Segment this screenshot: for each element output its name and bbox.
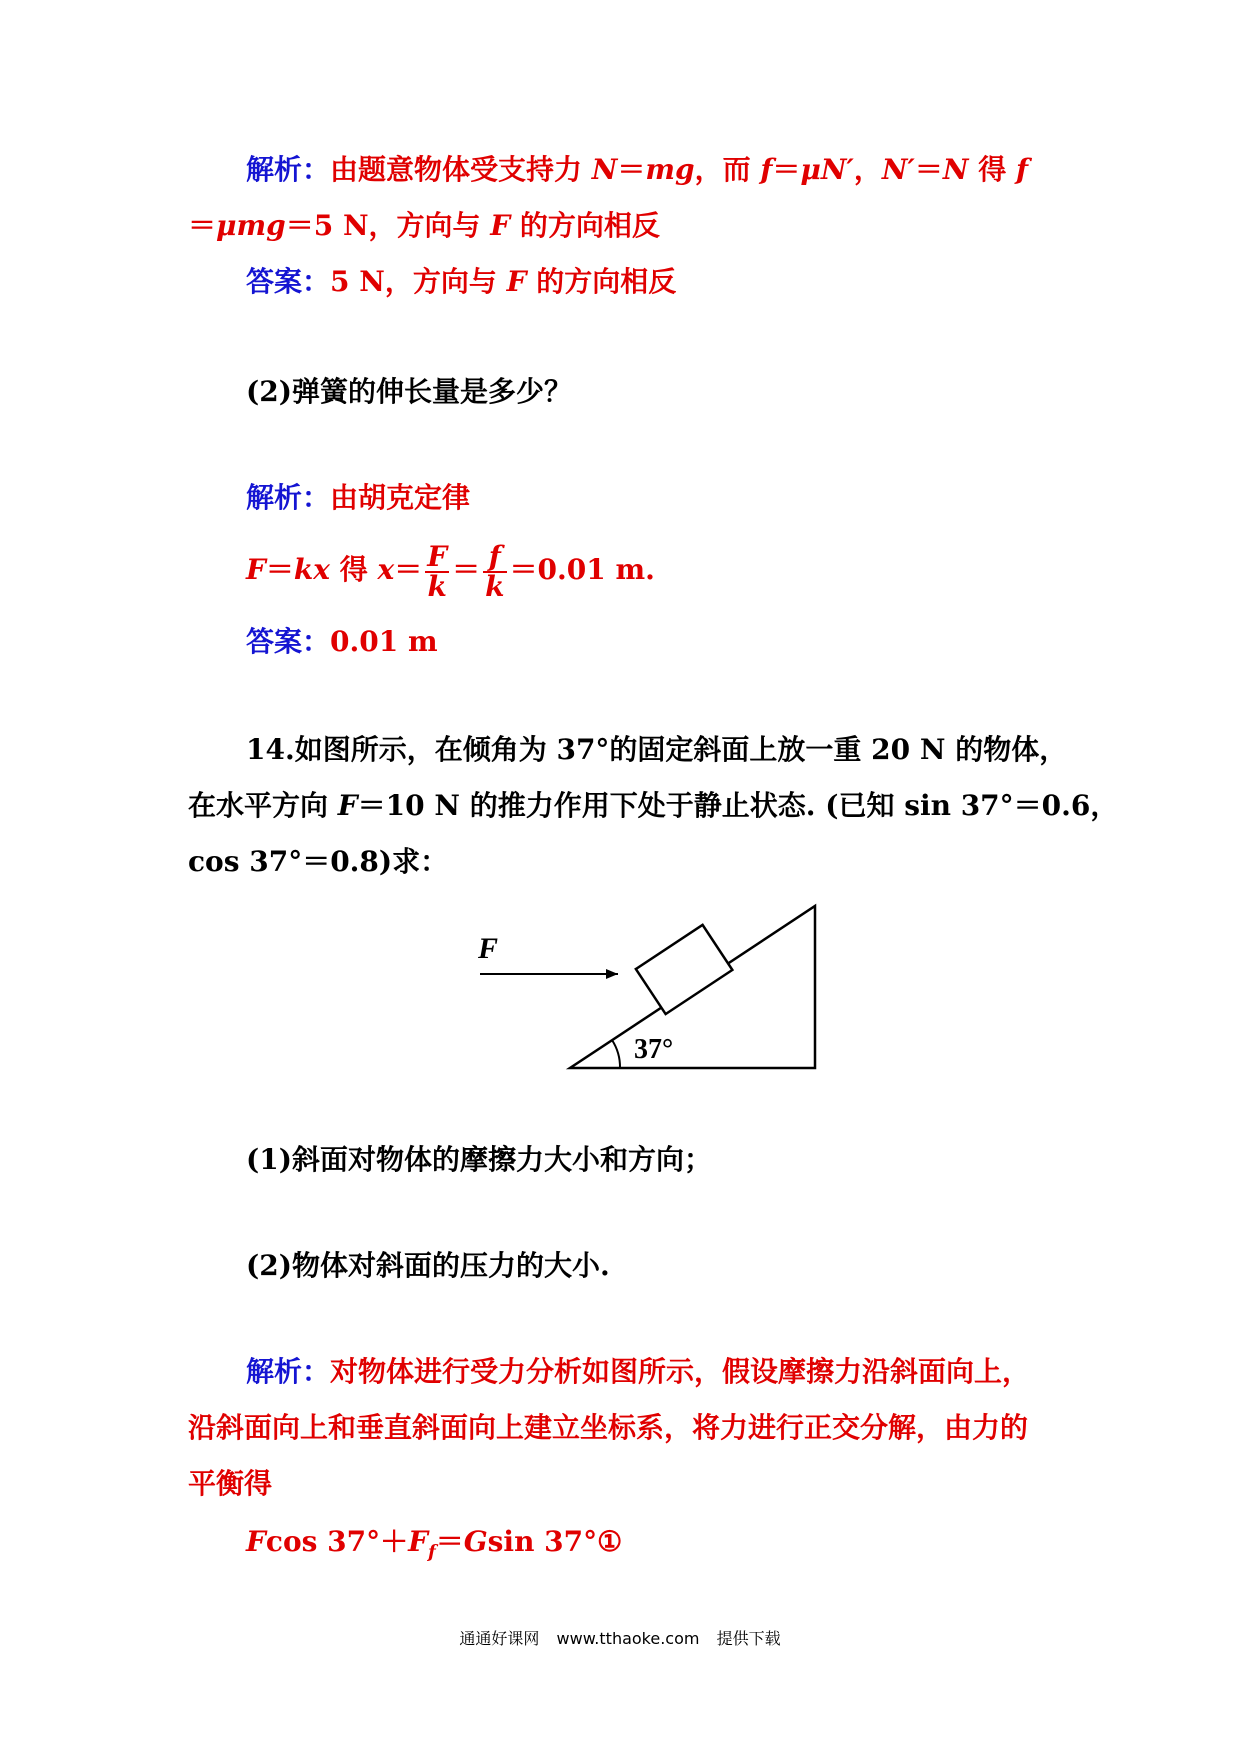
var: μmg: [216, 209, 286, 242]
fraction-f-over-k: [483, 539, 506, 603]
numerator: f: [483, 543, 506, 573]
var: F: [246, 1525, 266, 1558]
var: F: [246, 553, 266, 586]
footer-tail: 提供下载: [716, 1629, 781, 1648]
solution-3-line-2: 沿斜面向上和垂直斜面向上建立坐标系，将力进行正交分解，由力的: [188, 1411, 1029, 1444]
var: kx: [293, 553, 330, 586]
denominator: k: [427, 569, 447, 603]
solution-3-line-3: 平衡得: [188, 1467, 273, 1500]
incline-diagram: [470, 888, 830, 1078]
subscript: f: [427, 1541, 436, 1563]
var: f: [1016, 153, 1029, 186]
text: sin 37°①: [487, 1525, 623, 1558]
denominator: k: [485, 569, 505, 603]
block-rect: [636, 925, 733, 1014]
footer-site: 通通好课网: [459, 1629, 540, 1648]
text: 5 N，方向与: [330, 265, 507, 298]
force-label: F: [478, 932, 499, 965]
question-14-line-2: [188, 786, 1119, 826]
var: N′: [881, 153, 915, 186]
question-14-line-3: cos 37°＝0.8)求：: [188, 845, 449, 878]
question-14-line-1: 14.如图所示，在倾角为 37°的固定斜面上放一重 20 N 的物体，: [246, 733, 1068, 766]
solution-label: 解析：: [246, 153, 331, 186]
var: F: [490, 209, 511, 242]
text: cos 37°＋: [265, 1525, 409, 1558]
fraction-F-over-k: [425, 539, 449, 603]
text: 得: [330, 553, 378, 586]
text: ＝5 N，方向与: [285, 209, 491, 242]
force-arrow-head: [606, 969, 618, 979]
page-footer: [0, 1626, 1240, 1649]
angle-label: 37°: [634, 1034, 674, 1065]
text: ＝: [617, 153, 646, 186]
solution-label: 解析：: [246, 481, 331, 514]
text: ＝: [394, 553, 423, 586]
text: ＝: [188, 209, 217, 242]
sub-question-1: (1)斜面对物体的摩擦力大小和方向；: [246, 1143, 712, 1176]
text: ＝: [772, 153, 801, 186]
solution-2-formula: [246, 539, 1068, 603]
var: F: [506, 265, 527, 298]
text: 由胡克定律: [330, 481, 471, 514]
text: 得: [968, 153, 1016, 186]
question-2: (2)弹簧的伸长量是多少？: [246, 375, 572, 408]
text: ，: [853, 153, 882, 186]
text: 的方向相反: [526, 265, 677, 298]
text: 对物体进行受力分析如图所示，假设摩擦力沿斜面向上，: [330, 1355, 1031, 1388]
text: 在水平方向: [188, 789, 338, 822]
solution-label: 解析：: [246, 1355, 331, 1388]
var: F: [337, 789, 358, 822]
text: 的方向相反: [510, 209, 660, 242]
solution-3-line-1: [246, 1352, 1068, 1392]
answer-label: 答案：: [246, 625, 331, 658]
var: x: [377, 553, 395, 586]
text: 0.01 m: [330, 625, 438, 658]
text: ＝10 N 的推力作用下处于静止状态. (已知 sin 37°＝0.6，: [357, 789, 1119, 822]
text: ＝0.01 m.: [509, 553, 655, 586]
solution-1-line-1: [246, 150, 1068, 190]
answer-1: [246, 262, 1068, 302]
text: ＝: [435, 1525, 464, 1558]
footer-url[interactable]: www.tthaoke.com: [556, 1629, 700, 1648]
text: 由题意物体受支持力: [330, 153, 592, 186]
sub-question-2: (2)物体对斜面的压力的大小.: [246, 1249, 610, 1282]
var: μN′: [800, 153, 854, 186]
var: f: [760, 153, 773, 186]
var: F: [408, 1525, 428, 1558]
solution-1-line-2: [188, 206, 1068, 246]
text: ＝: [914, 153, 943, 186]
var: G: [463, 1525, 488, 1558]
text: ＝: [452, 553, 481, 586]
var: N: [942, 153, 969, 186]
answer-label: 答案：: [246, 265, 331, 298]
var: N: [591, 153, 618, 186]
angle-arc: [612, 1040, 620, 1068]
solution-2-line-1: [246, 478, 1068, 518]
text: ，而: [694, 153, 761, 186]
answer-2: [246, 622, 1068, 662]
solution-3-equation: [246, 1522, 1068, 1573]
var: mg: [645, 153, 695, 186]
numerator: F: [427, 539, 448, 573]
text: ＝: [265, 553, 294, 586]
